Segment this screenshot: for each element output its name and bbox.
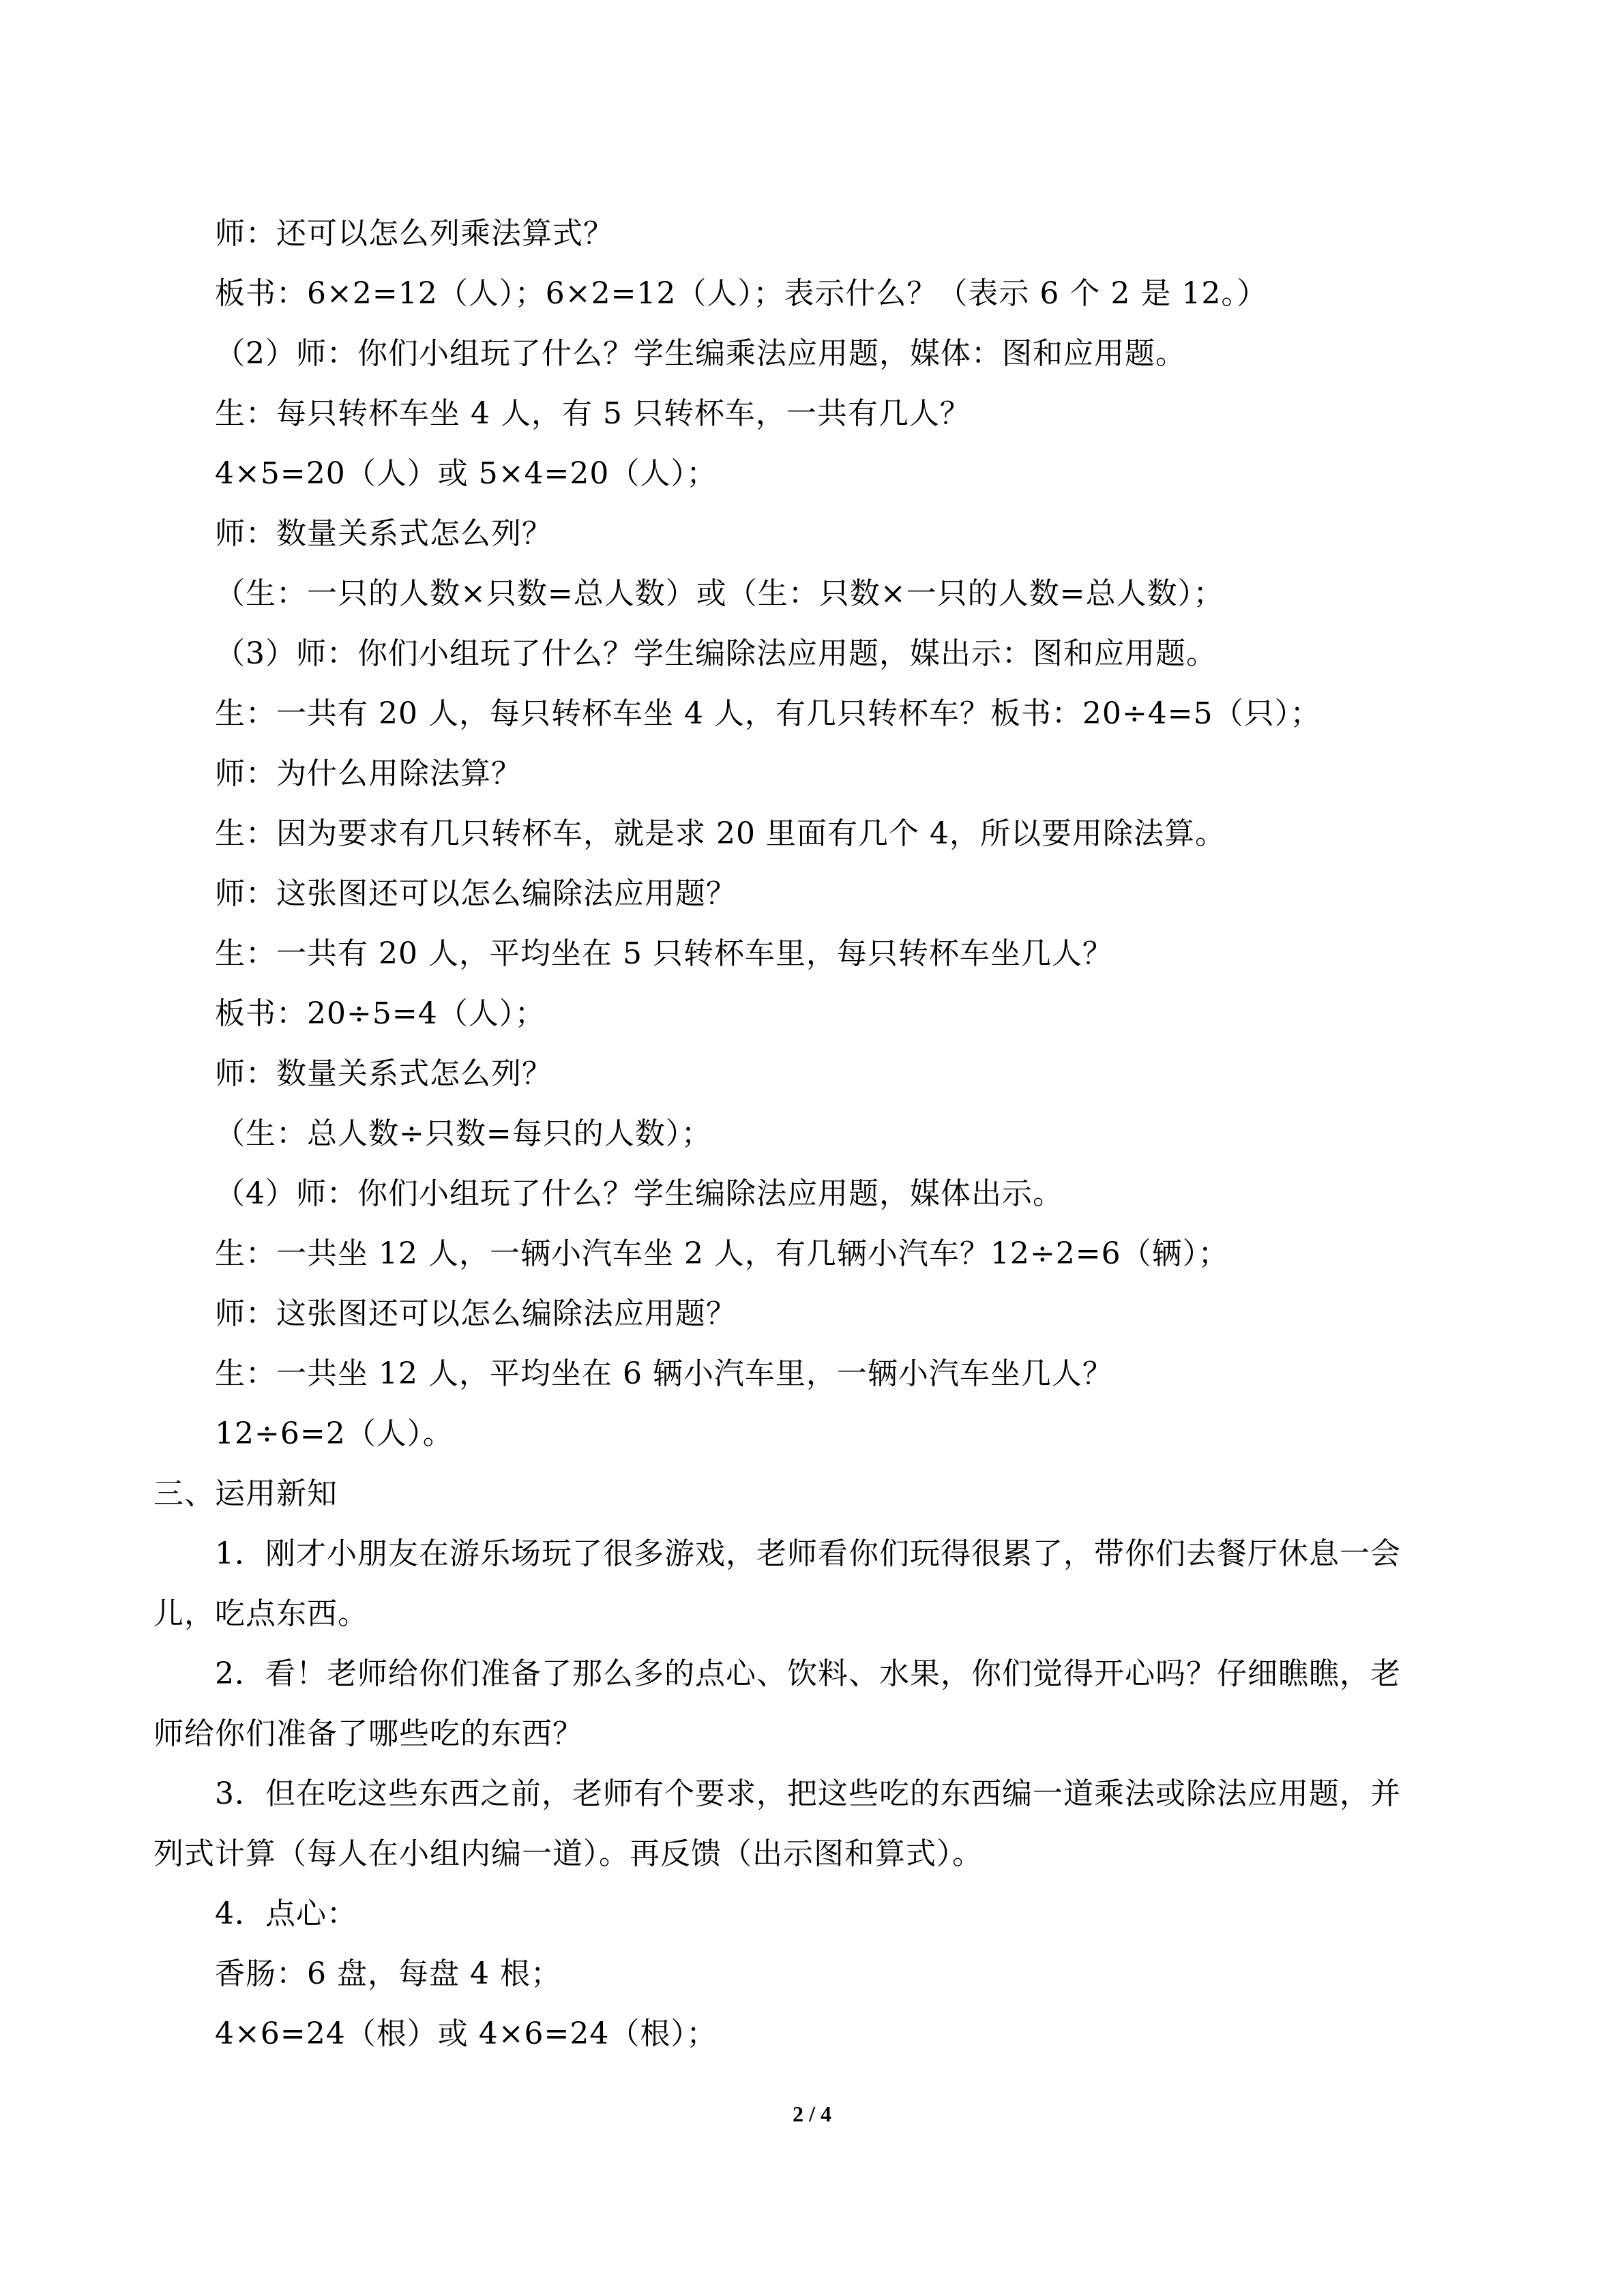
text-line: 4×6=24（根）或 4×6=24（根）； [215,2016,718,2051]
text-line: 2．看！老师给你们准备了那么多的点心、饮料、水果，你们觉得开心吗？仔细瞧瞧，老 [215,1656,1401,1691]
text-line: 生：因为要求有几只转杯车，就是求 20 里面有几个 4，所以要用除法算。 [215,816,1226,851]
text-line: 4．点心： [215,1896,357,1931]
text-line: 儿，吃点东西。 [153,1596,368,1631]
text-line: 4×5=20（人）或 5×4=20（人）； [215,456,718,491]
text-line: 师：为什么用除法算？ [215,756,522,791]
text-line: （2）师：你们小组玩了什么？学生编乘法应用题，媒体：图和应用题。 [215,336,1186,371]
text-line: （4）师：你们小组玩了什么？学生编除法应用题，媒体出示。 [215,1176,1063,1211]
text-line: （生：总人数÷只数=每只的人数）； [215,1116,712,1151]
section-heading: 三、运用新知 [153,1476,338,1511]
text-line: 12÷6=2（人）。 [215,1416,454,1451]
text-line: 香肠：6 盘，每盘 4 根； [215,1956,561,1991]
text-line: 生：一共有 20 人，平均坐在 5 只转杯车里，每只转杯车坐几人？ [215,936,1113,971]
text-line: 师：还可以怎么列乘法算式？ [215,216,614,251]
text-line: 3．但在吃这些东西之前，老师有个要求，把这些吃的东西编一道乘法或除法应用题，并 [215,1776,1401,1811]
text-line: 生：一共坐 12 人，平均坐在 6 辆小汽车里，一辆小汽车坐几人？ [215,1356,1113,1391]
text-line: 生：一共坐 12 人，一辆小汽车坐 2 人，有几辆小汽车？12÷2=6（辆）； [215,1236,1229,1271]
text-line: 板书：6×2=12（人）；6×2=12（人）；表示什么？（表示 6 个 2 是 12。） [215,276,1268,311]
text-line: 师：数量关系式怎么列？ [215,516,552,551]
text-line: （生：一只的人数×只数=总人数）或（生：只数×一只的人数=总人数）； [215,576,1224,611]
text-line: 列式计算（每人在小组内编一道）。再反馈（出示图和算式）。 [153,1836,983,1871]
text-line: 生：每只转杯车坐 4 人，有 5 只转杯车，一共有几人？ [215,396,971,431]
text-line: 师给你们准备了哪些吃的东西？ [153,1716,583,1751]
text-line: （3）师：你们小组玩了什么？学生编除法应用题，媒出示：图和应用题。 [215,636,1217,671]
text-line: 1．刚才小朋友在游乐场玩了很多游戏，老师看你们玩得很累了，带你们去餐厅休息一会 [215,1536,1401,1571]
page-number: 2 / 4 [793,2102,831,2126]
text-line: 生：一共有 20 人，每只转杯车坐 4 人，有几只转杯车？板书：20÷4=5（只）； [215,696,1321,731]
text-line: 师：数量关系式怎么列？ [215,1056,552,1091]
text-line: 师：这张图还可以怎么编除法应用题？ [215,876,737,911]
text-line: 板书：20÷5=4（人）； [215,996,546,1031]
text-line: 师：这张图还可以怎么编除法应用题？ [215,1296,737,1331]
